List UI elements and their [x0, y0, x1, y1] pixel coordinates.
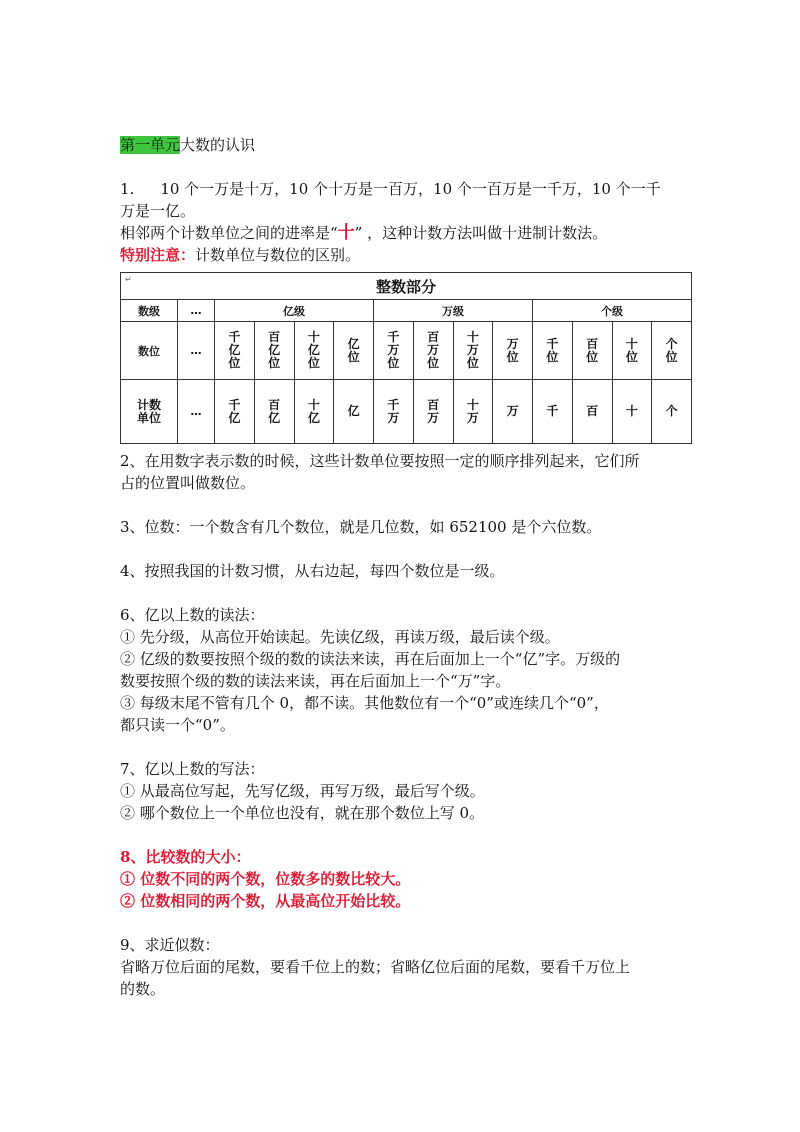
- corner-mark: ↵: [125, 275, 132, 284]
- p7-heading: 7、亿以上数的写法：: [120, 760, 265, 778]
- unit-text: 百亿: [268, 397, 281, 425]
- p6-item3b: 都只读一个“0”。: [120, 716, 235, 734]
- unit-text: 千万: [387, 397, 400, 425]
- position-cell: [533, 322, 573, 380]
- position-text: 十万位: [466, 330, 479, 370]
- unit-text: 个: [665, 404, 678, 418]
- position-cell: [493, 322, 533, 380]
- position-text: 百位: [586, 336, 599, 364]
- document-body: [120, 134, 690, 1000]
- position-text: 个位: [665, 336, 678, 364]
- p8-item2: ② 位数相同的两个数，从最高位开始比较。: [120, 892, 411, 910]
- unit-cell: [453, 380, 493, 444]
- p9-line1: 省略万位后面的尾数，要看千位上的数；省略亿位后面的尾数，要看千万位上: [120, 958, 631, 976]
- p1-text-1: 10 个一万是十万，10 个十万是一百万，10 个一百万是一千万，10 个一千: [160, 180, 661, 198]
- position-cell: [612, 322, 652, 380]
- unit-cell: [533, 380, 573, 444]
- p6-item3a: ③ 每级末尾不管有几个 0，都不读。其他数位有一个“0”或连续几个“0”，: [120, 694, 609, 712]
- unit-text: 亿: [347, 404, 360, 418]
- unit-cell: [612, 380, 652, 444]
- p2-line1: 2、在用数字表示数的时候，这些计数单位要按照一定的顺序排列起来，它们所: [120, 452, 640, 470]
- p8-heading: 8、比较数的大小：: [120, 848, 251, 866]
- unit-cell: [413, 380, 453, 444]
- unit-cell: [374, 380, 414, 444]
- unit-text: 百万: [427, 397, 440, 425]
- note-label: 特别注意：: [120, 246, 196, 264]
- level-wan: 万级: [374, 300, 533, 322]
- position-cell: [254, 322, 294, 380]
- unit-text: 千: [546, 404, 559, 418]
- unit-text: 十亿: [307, 397, 320, 425]
- position-text: 万位: [506, 336, 519, 364]
- unit-cell: [493, 380, 533, 444]
- p6-item2b: 数要按照个级的数的读法来读，再在后面加上一个“万”字。: [120, 672, 511, 690]
- position-text: 千位: [546, 336, 559, 364]
- unit-text: 十万: [466, 397, 479, 425]
- table-header-text: 整数部分: [375, 277, 436, 296]
- p2: [120, 450, 690, 494]
- p7-item1: ① 从最高位写起，先写亿级，再写万级，最后写个级。: [120, 782, 485, 800]
- unit-text: 万: [506, 404, 519, 418]
- unit-cell: [254, 380, 294, 444]
- unit-title-rest: 大数的认识: [180, 136, 256, 154]
- unit-title: [120, 134, 690, 156]
- unit-cell: [572, 380, 612, 444]
- p6-item2a: ② 亿级的数要按照个级的数的读法来读，再在后面加上一个“亿”字。万级的: [120, 650, 621, 668]
- unit-cell: [215, 380, 255, 444]
- p1-line3-pre: 相邻两个计数单位之间的进率是“: [120, 224, 338, 242]
- unit-cell: [652, 380, 692, 444]
- unit-text: 千亿: [228, 397, 241, 425]
- position-cell: [413, 322, 453, 380]
- p3: 3、位数：一个数含有几个数位，就是几位数，如 652100 是个六位数。: [120, 518, 602, 536]
- place-value-table: [120, 272, 692, 444]
- row-label-unit: [121, 380, 178, 444]
- p1-line3-post: ” ，这种计数方法叫做十进制计数法。: [354, 224, 608, 242]
- position-text: 百万位: [427, 330, 440, 370]
- unit-title-highlight: 第一单元: [120, 136, 181, 154]
- position-text: 亿位: [347, 336, 360, 364]
- position-cell: [453, 322, 493, 380]
- position-text: 百亿位: [268, 330, 281, 370]
- unit-cell: [294, 380, 334, 444]
- p6-heading: 6、亿以上数的读法：: [120, 606, 265, 624]
- level-ge: 个级: [533, 300, 692, 322]
- p9-heading: 9、求近似数：: [120, 936, 220, 954]
- row-label-unit-text: 计数单位: [136, 397, 161, 425]
- p1-note: [120, 244, 690, 266]
- p1-number: 1.: [120, 180, 135, 198]
- p4: 4、按照我国的计数习惯，从右边起，每四个数位是一级。: [120, 562, 505, 580]
- position-cell: [374, 322, 414, 380]
- unit-text: 百: [586, 404, 599, 418]
- position-cell: [334, 322, 374, 380]
- position-cell: [572, 322, 612, 380]
- p1-line2: 万是一亿。: [120, 202, 196, 220]
- level-yi: 亿级: [215, 300, 374, 322]
- note-text: 计数单位与数位的区别。: [195, 246, 361, 264]
- position-cell: [652, 322, 692, 380]
- p9-line2: 的数。: [120, 980, 166, 998]
- p1-line3: [120, 222, 690, 244]
- position-text: 十亿位: [307, 330, 320, 370]
- p1-line1: [120, 178, 690, 200]
- position-cell: [294, 322, 334, 380]
- position-text: 千亿位: [228, 330, 241, 370]
- dots-cell: …: [178, 380, 215, 444]
- unit-text: 十: [625, 404, 638, 418]
- position-cell: [215, 322, 255, 380]
- row-label-level: 数级: [121, 300, 178, 322]
- dots-cell: …: [178, 322, 215, 380]
- position-text: 十位: [625, 336, 638, 364]
- position-text: 千万位: [387, 330, 400, 370]
- p6-item1: ① 先分级，从高位开始读起。先读亿级，再读万级，最后读个级。: [120, 628, 560, 646]
- dots-cell: …: [178, 300, 215, 322]
- unit-cell: [334, 380, 374, 444]
- p2-line2: 占的位置叫做数位。: [120, 474, 256, 492]
- p8-item1: ① 位数不同的两个数，位数多的数比较大。: [120, 870, 411, 888]
- p7-item2: ② 哪个数位上一个单位也没有，就在那个数位上写 0。: [120, 804, 485, 822]
- row-label-position: 数位: [121, 322, 178, 380]
- table-header: [121, 273, 692, 300]
- p1-ten-highlight: 十: [337, 223, 355, 243]
